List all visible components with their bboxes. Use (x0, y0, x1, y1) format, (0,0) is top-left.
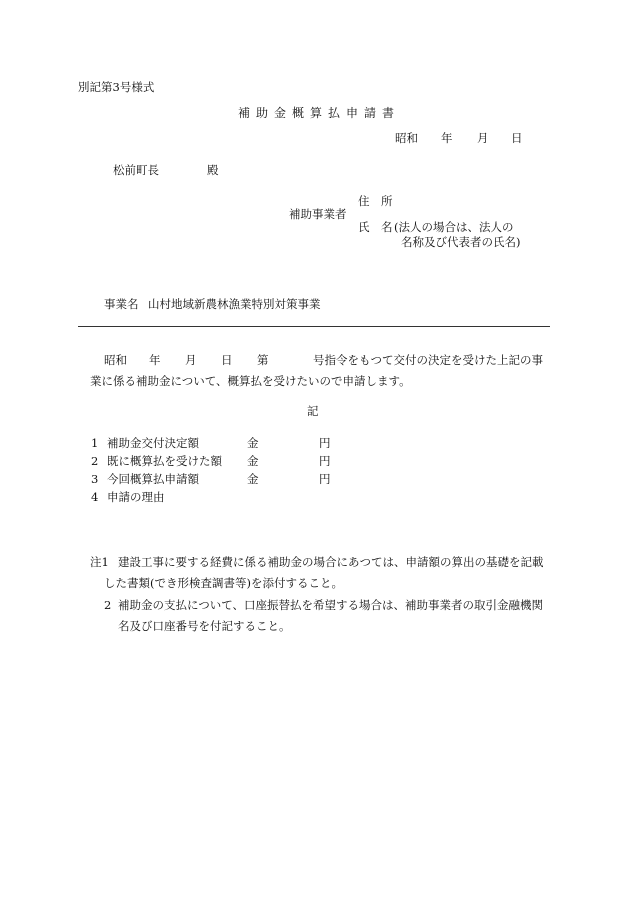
note-1-line-1: 建設工事に要する経費に係る補助金の場合にあつては、申請額の算出の基礎を記載 (118, 555, 544, 569)
item-number: 2 (91, 454, 99, 468)
name-note-line-1: (法人の場合は、法人の (394, 220, 514, 234)
item-label: 申請の理由 (107, 490, 165, 504)
item-number: 4 (91, 490, 99, 504)
item-label: 今回概算払申請額 (107, 472, 199, 486)
name-note-line-2: 名称及び代表者の氏名) (401, 235, 521, 249)
date-year-unit: 年 (441, 131, 453, 145)
note-1-line-2: した書類(でき形検査調書等)を添付すること。 (104, 576, 343, 590)
note-2-line-2: 名及び口座番号を付記すること。 (118, 619, 291, 633)
body-year: 年 (149, 353, 161, 367)
ki-heading: 記 (307, 404, 319, 418)
date-month-unit: 月 (477, 131, 489, 145)
date-era: 昭和 (395, 131, 418, 145)
applicant-role: 補助事業者 (289, 207, 347, 221)
item-kin: 金 (247, 454, 259, 468)
body-month: 月 (185, 353, 197, 367)
document-title: 補助金概算払申請書 (238, 106, 401, 120)
body-line2: 業に係る補助金について、概算払を受けたいので申請します。 (90, 374, 411, 388)
project-value: 山村地域新農林漁業特別対策事業 (148, 297, 321, 311)
body-no: 第 (257, 353, 269, 367)
item-label: 既に概算払を受けた額 (107, 454, 222, 468)
address-label: 住 所 (358, 194, 393, 208)
addressee-name: 松前町長 (113, 163, 159, 177)
item-number: 3 (91, 472, 99, 486)
item-yen: 円 (319, 436, 331, 450)
item-number: 1 (91, 436, 99, 450)
date-day-unit: 日 (511, 131, 523, 145)
item-label: 補助金交付決定額 (107, 436, 199, 450)
item-kin: 金 (247, 472, 259, 486)
item-kin: 金 (247, 436, 259, 450)
addressee-honorific: 殿 (207, 163, 219, 177)
project-label: 事業名 (104, 297, 139, 311)
note-2-line-1: 補助金の支払について、口座振替払を希望する場合は、補助事業者の取引金融機関 (118, 598, 544, 612)
body-era: 昭和 (104, 353, 127, 367)
name-label: 氏 名 (358, 220, 393, 234)
note-2-mark: 2 (104, 598, 112, 612)
item-yen: 円 (319, 472, 331, 486)
item-yen: 円 (319, 454, 331, 468)
body-line1-rest: 号指令をもつて交付の決定を受けた上記の事 (313, 353, 543, 367)
note-1-mark: 注1 (90, 555, 109, 569)
form-label: 別記第3号様式 (78, 80, 155, 94)
body-day: 日 (221, 353, 233, 367)
divider-line (78, 326, 550, 327)
